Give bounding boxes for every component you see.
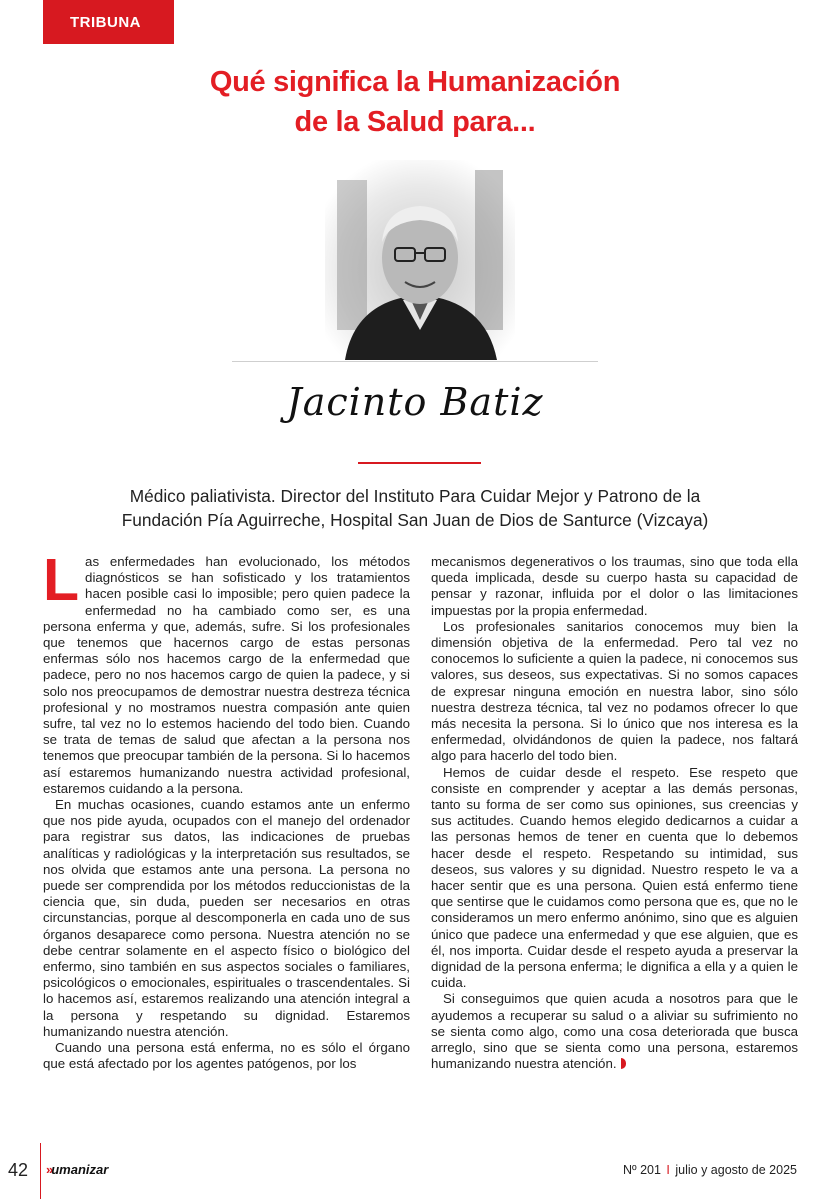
paragraph bbox=[43, 547, 410, 797]
bio-line: Médico paliativista. Director del Instituto Para Cuidar Mejor y Patrono de la bbox=[129, 486, 701, 506]
paragraph: Cuando una persona está enferma, no es sólo el órgano que está afectado por los agentes patógenos, por los bbox=[43, 1040, 410, 1072]
article-column-left bbox=[43, 547, 410, 1073]
bio-line: Fundación Pía Aguirreche, Hospital San Juan de Dios de Santurce (Vizcaya) bbox=[121, 510, 709, 530]
brand-logo bbox=[46, 1162, 108, 1177]
title-line: de la Salud para... bbox=[294, 106, 536, 138]
paragraph: Hemos de cuidar desde el respeto. Ese respeto que consiste en comprender y aceptar a las demás personas, tanto su forma de ser como sus opiniones, sus creencias y sus actitudes. Cuando hemos elegido dedicarnos a cuidar a las personas hemos de tener en cuenta que lo debemos hacer desde el respeto. Respetando su intimidad, sus deseos, sus valores y su dignidad. Nuestro respeto le va a hacer sentir que es una persona. Quien está enfermo tiene que sentirse que le cuidamos como persona que es, que no le consideramos un mero enfermo anónimo, sino que es alguien único que padece una enfermedad y que ese alguien, que es él, nos importa. Cuidar desde el respeto ayuda a preservar la dignidad de la persona enferma; le dignifica a ella y a quien le cuida. bbox=[431, 764, 798, 991]
article-title bbox=[0, 62, 830, 142]
author-photo bbox=[325, 160, 515, 360]
issue-separator: I bbox=[666, 1163, 670, 1177]
paragraph: En muchas ocasiones, cuando estamos ante un enfermo que nos pide ayuda, ocupados con el manejo del ordenador para registrar sus datos, las indicaciones de pruebas analíticas y radiológicas y la interpretación sus resultados, se nos olvida que estamos ante una persona. La persona no puede ser comprendida por los métodos reduccionistas de la ciencia que, sin duda, pueden ser necesarios en otras circunstancias, porque al descomponerla en cada uno de sus órganos desaparece como persona. Nuestra atención no se debe centrar solamente en el aspecto físico o biológico del enfermo, sino también en sus aspectos sociales o familiares, psicológicos o emocionales, espirituales o trascendentales. Si lo hacemos así, estaremos realizando una atención integral a la persona y respetando su dignidad. Estaremos humanizando nuestra atención. bbox=[43, 797, 410, 1039]
brand-mark-icon: » bbox=[46, 1162, 51, 1177]
paragraph: mecanismos degenerativos o los traumas, sino que toda ella queda implicada, desde su cuerpo hasta su capacidad de pensar y razonar, influida por el dolor o las limitaciones impuestas por la propia enfermedad. bbox=[431, 554, 798, 618]
paragraph-text: Si conseguimos que quien acuda a nosotros para que le ayudemos a recuperar su salud o a aliviar su sufrimiento no se sienta como algo, como una cosa deteriorada que busca arreglo, sino que se sienta como una persona, estaremos humanizando nuestra atención. bbox=[431, 991, 798, 1072]
paragraph bbox=[431, 991, 798, 1072]
portrait-divider bbox=[232, 361, 598, 362]
author-bio bbox=[0, 484, 830, 532]
section-tab bbox=[43, 0, 174, 44]
issue-number: Nº 201 bbox=[623, 1163, 661, 1177]
page-number: 42 bbox=[8, 1160, 29, 1180]
footer-divider bbox=[40, 1143, 41, 1199]
accent-divider bbox=[358, 462, 481, 464]
issue-date: julio y agosto de 2025 bbox=[675, 1163, 797, 1177]
author-signature: Jacinto Batiz bbox=[286, 380, 544, 424]
article-column-right bbox=[431, 554, 798, 1073]
issue-info bbox=[623, 1163, 797, 1177]
author-portrait bbox=[325, 160, 515, 360]
title-line: Qué significa la Humanización bbox=[209, 66, 621, 98]
section-label: TRIBUNA bbox=[70, 13, 141, 31]
brand-name: umanizar bbox=[51, 1162, 109, 1177]
paragraph-text: as enfermedades han evolucionado, los métodos diagnósticos se han sofisticado y los tratamientos hacen posible casi lo imposible; pero quien padece la enfermedad no ha cambiado como ser, es una persona enferma y que, además, sufre. Si los profesionales que tenemos que hacernos cargo de estas personas enfermas sólo nos hacemos cargo de la enfermedad que padece, pero no nos hacemos cargo de quien la padece, y si solo nos preocupamos de demostrar nuestra destreza técnica profesional y no mostramos nuestra compasión ante quien sufre, tal vez no lo estemos haciendo del todo bien. Cuando se trata de temas de salud que afectan a la persona nos tenemos que preocupar también de la persona. Si lo hacemos así estaremos humanizando nuestra actividad profesional, estaremos cuidando a la persona. bbox=[43, 554, 410, 796]
drop-cap: L bbox=[43, 547, 80, 613]
end-of-article-icon bbox=[621, 1058, 626, 1069]
paragraph: Los profesionales sanitarios conocemos muy bien la dimensión objetiva de la enfermedad. Pero tal vez no conocemos lo suficiente a quien la padece, ni conocemos sus valores, sus deseos, sus expectativas. Si no somos capaces de expresar ninguna emoción en nuestra labor, sino sólo nuestra destreza técnica, tal vez no podamos ofrecer lo que más necesita la persona. Si lo único que nos interesa es la enfermedad, olvidándonos de quien la padece, nos faltará algo para hacerlo del todo bien. bbox=[431, 618, 798, 764]
